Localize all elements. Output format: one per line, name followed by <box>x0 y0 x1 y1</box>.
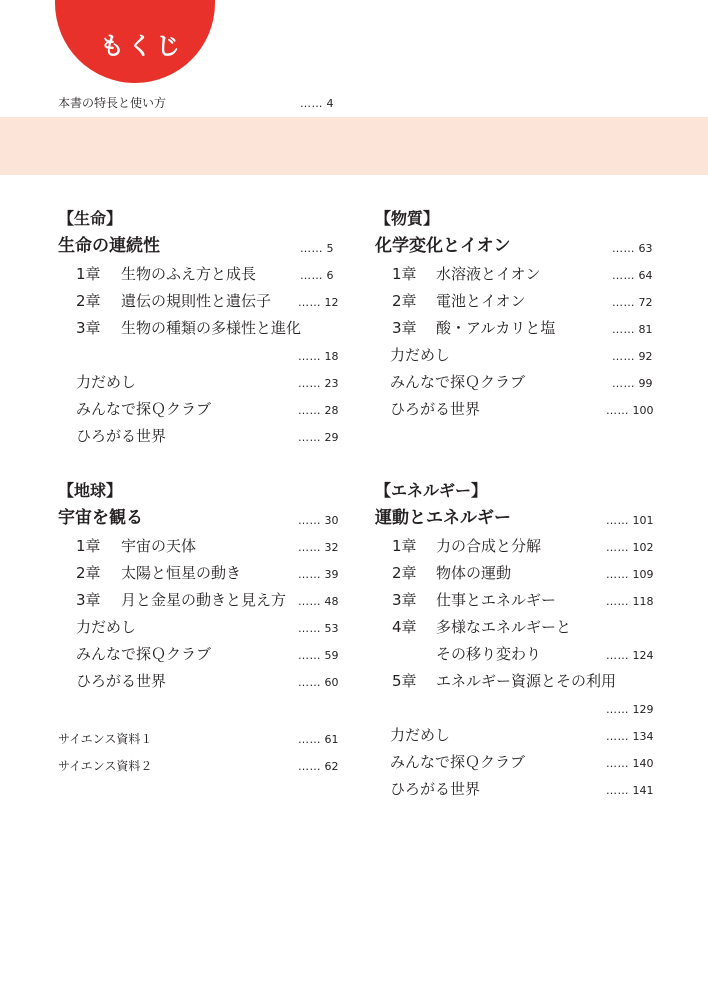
page-number: 32 <box>324 541 339 554</box>
section-heading-page <box>606 515 654 526</box>
toc-item-label[interactable]: ひろがる世界 <box>76 672 167 690</box>
toc-item-page <box>606 542 654 553</box>
leader-dots: …… <box>298 568 321 581</box>
toc-item-label[interactable]: 力だめし <box>390 346 451 364</box>
toc-item-page <box>298 432 339 443</box>
toc-item-label[interactable]: 電池とイオン <box>436 292 526 310</box>
toc-item-page <box>298 297 339 308</box>
toc-item-page <box>298 405 339 416</box>
chapter-number: 3章 <box>392 591 417 609</box>
toc-appendix-page <box>298 734 339 745</box>
toc-item-page <box>298 623 339 634</box>
leader-dots: …… <box>612 377 635 390</box>
chapter-number: 2章 <box>76 564 101 582</box>
page-number: 23 <box>324 377 339 390</box>
toc-item-page <box>298 378 339 389</box>
toc-item-label[interactable]: ひろがる世界 <box>390 400 481 418</box>
section-bracket-matter: 【物質】 <box>375 209 440 228</box>
page-number: 5 <box>326 242 334 255</box>
section-heading-matter[interactable]: 化学変化とイオン <box>375 236 511 256</box>
page-number: 141 <box>632 784 654 797</box>
section-bracket-life: 【生命】 <box>58 209 123 228</box>
toc-item-page <box>612 351 653 362</box>
toc-item-page <box>606 704 654 715</box>
chapter-number: 2章 <box>76 292 101 310</box>
toc-appendix-label[interactable]: サイエンス資料１ <box>58 732 153 746</box>
toc-item-page <box>300 270 334 281</box>
toc-item-page <box>606 405 654 416</box>
chapter-number: 3章 <box>76 591 101 609</box>
leader-dots: …… <box>612 269 635 282</box>
page-number: 118 <box>632 595 654 608</box>
toc-item-page <box>298 542 339 553</box>
section-heading-life[interactable]: 生命の連続性 <box>58 236 160 256</box>
chapter-number: 1章 <box>392 265 417 283</box>
toc-item-page <box>606 758 654 769</box>
chapter-number: 4章 <box>392 618 417 636</box>
page-number: 72 <box>638 296 653 309</box>
leader-dots: …… <box>298 541 321 554</box>
page-number: 48 <box>324 595 339 608</box>
highlight-band <box>0 117 708 175</box>
chapter-number: 2章 <box>392 292 417 310</box>
toc-item-label[interactable]: 太陽と恒星の動き <box>121 564 242 582</box>
leader-dots: …… <box>298 431 321 444</box>
page-number: 64 <box>638 269 653 282</box>
toc-item-page <box>606 650 654 661</box>
section-bracket-earth: 【地球】 <box>58 481 123 500</box>
chapter-number: 3章 <box>392 319 417 337</box>
toc-item-page <box>298 569 339 580</box>
section-heading-earth[interactable]: 宇宙を観る <box>58 508 143 528</box>
leader-dots: …… <box>606 703 629 716</box>
page-title: もくじ <box>100 32 184 60</box>
page-number: 53 <box>324 622 339 635</box>
toc-item-label[interactable]: 物体の運動 <box>436 564 512 582</box>
toc-item-label[interactable]: 力の合成と分解 <box>436 537 542 555</box>
page-number: 30 <box>324 514 339 527</box>
leader-dots: …… <box>298 404 321 417</box>
leader-dots: …… <box>606 730 629 743</box>
page-number: 28 <box>324 404 339 417</box>
toc-item-page <box>612 270 653 281</box>
chapter-number: 1章 <box>76 537 101 555</box>
leader-dots: …… <box>612 350 635 363</box>
leader-dots: …… <box>612 323 635 336</box>
leader-dots: …… <box>298 622 321 635</box>
toc-item-page <box>606 731 654 742</box>
leader-dots: …… <box>298 350 321 363</box>
toc-item-page <box>298 650 339 661</box>
leader-dots: …… <box>298 733 321 746</box>
leader-dots: …… <box>612 242 635 255</box>
toc-item-page <box>612 297 653 308</box>
leader-dots: …… <box>298 760 321 773</box>
page-number: 81 <box>638 323 653 336</box>
toc-item-page <box>298 351 339 362</box>
page-number: 18 <box>324 350 339 363</box>
leader-dots: …… <box>606 541 629 554</box>
page-number: 100 <box>632 404 654 417</box>
toc-intro-label[interactable]: 本書の特長と使い方 <box>58 96 167 110</box>
page-number: 134 <box>632 730 654 743</box>
leader-dots: …… <box>298 595 321 608</box>
page-number: 60 <box>324 676 339 689</box>
toc-item-label[interactable]: 生物の種類の多様性と進化 <box>121 319 302 337</box>
toc-item-label[interactable]: みんなで探Ｑクラブ <box>390 753 526 771</box>
page-number: 99 <box>638 377 653 390</box>
chapter-number: 5章 <box>392 672 417 690</box>
page-number: 92 <box>638 350 653 363</box>
toc-item-label-continued[interactable]: その移り変わり <box>436 645 542 663</box>
toc-appendix-page <box>298 761 339 772</box>
section-heading-page <box>300 243 334 254</box>
leader-dots: …… <box>300 269 323 282</box>
leader-dots: …… <box>298 377 321 390</box>
page-number: 63 <box>638 242 653 255</box>
toc-item-page <box>298 677 339 688</box>
toc-item-label[interactable]: みんなで探Ｑクラブ <box>76 645 212 663</box>
leader-dots: …… <box>606 784 629 797</box>
toc-item-label[interactable]: ひろがる世界 <box>390 780 481 798</box>
toc-item-page <box>298 596 339 607</box>
toc-item-label[interactable]: 水溶液とイオン <box>436 265 541 283</box>
toc-item-label[interactable]: 仕事とエネルギー <box>436 591 557 609</box>
toc-item-page <box>606 596 654 607</box>
page-number: 124 <box>632 649 654 662</box>
leader-dots: …… <box>606 757 629 770</box>
section-heading-page <box>298 515 339 526</box>
toc-item-label[interactable]: 宇宙の天体 <box>121 537 197 555</box>
page-number: 4 <box>326 97 334 110</box>
leader-dots: …… <box>606 514 629 527</box>
toc-item-page <box>606 785 654 796</box>
leader-dots: …… <box>298 649 321 662</box>
toc-item-page <box>612 378 653 389</box>
toc-intro-page <box>300 98 334 109</box>
toc-item-page <box>606 569 654 580</box>
section-bracket-energy: 【エネルギー】 <box>375 481 488 500</box>
page-number: 109 <box>632 568 654 581</box>
toc-appendix-label[interactable]: サイエンス資料２ <box>58 759 153 773</box>
page-number: 39 <box>324 568 339 581</box>
page-number: 62 <box>324 760 339 773</box>
leader-dots: …… <box>612 296 635 309</box>
leader-dots: …… <box>298 296 321 309</box>
chapter-number: 2章 <box>392 564 417 582</box>
toc-item-label[interactable]: 力だめし <box>76 618 137 636</box>
page-number: 140 <box>632 757 654 770</box>
page-number: 59 <box>324 649 339 662</box>
toc-item-page <box>612 324 653 335</box>
toc-item-label[interactable]: みんなで探Ｑクラブ <box>76 400 212 418</box>
leader-dots: …… <box>606 649 629 662</box>
leader-dots: …… <box>298 676 321 689</box>
leader-dots: …… <box>298 514 321 527</box>
page-number: 29 <box>324 431 339 444</box>
leader-dots: …… <box>606 568 629 581</box>
leader-dots: …… <box>606 404 629 417</box>
toc-item-label[interactable]: 力だめし <box>76 373 137 391</box>
toc-item-label[interactable]: 酸・アルカリと塩 <box>436 319 556 337</box>
chapter-number: 1章 <box>392 537 417 555</box>
leader-dots: …… <box>300 242 323 255</box>
page-number: 61 <box>324 733 339 746</box>
section-heading-energy[interactable]: 運動とエネルギー <box>375 508 511 528</box>
section-heading-page <box>612 243 653 254</box>
toc-item-label[interactable]: エネルギー資源とその利用 <box>436 672 617 690</box>
toc-item-label[interactable]: 力だめし <box>390 726 451 744</box>
toc-item-label[interactable]: ひろがる世界 <box>76 427 167 445</box>
leader-dots: …… <box>300 97 323 110</box>
page-number: 6 <box>326 269 334 282</box>
toc-item-label[interactable]: 多様なエネルギーと <box>436 618 572 636</box>
page-number: 12 <box>324 296 339 309</box>
toc-item-label[interactable]: みんなで探Ｑクラブ <box>390 373 526 391</box>
toc-item-label[interactable]: 遺伝の規則性と遺伝子 <box>121 292 272 310</box>
toc-item-label[interactable]: 生物のふえ方と成長 <box>121 265 257 283</box>
chapter-number: 1章 <box>76 265 101 283</box>
page-number: 101 <box>632 514 654 527</box>
chapter-number: 3章 <box>76 319 101 337</box>
page-number: 129 <box>632 703 654 716</box>
page-number: 102 <box>632 541 654 554</box>
toc-item-label[interactable]: 月と金星の動きと見え方 <box>121 591 287 609</box>
leader-dots: …… <box>606 595 629 608</box>
